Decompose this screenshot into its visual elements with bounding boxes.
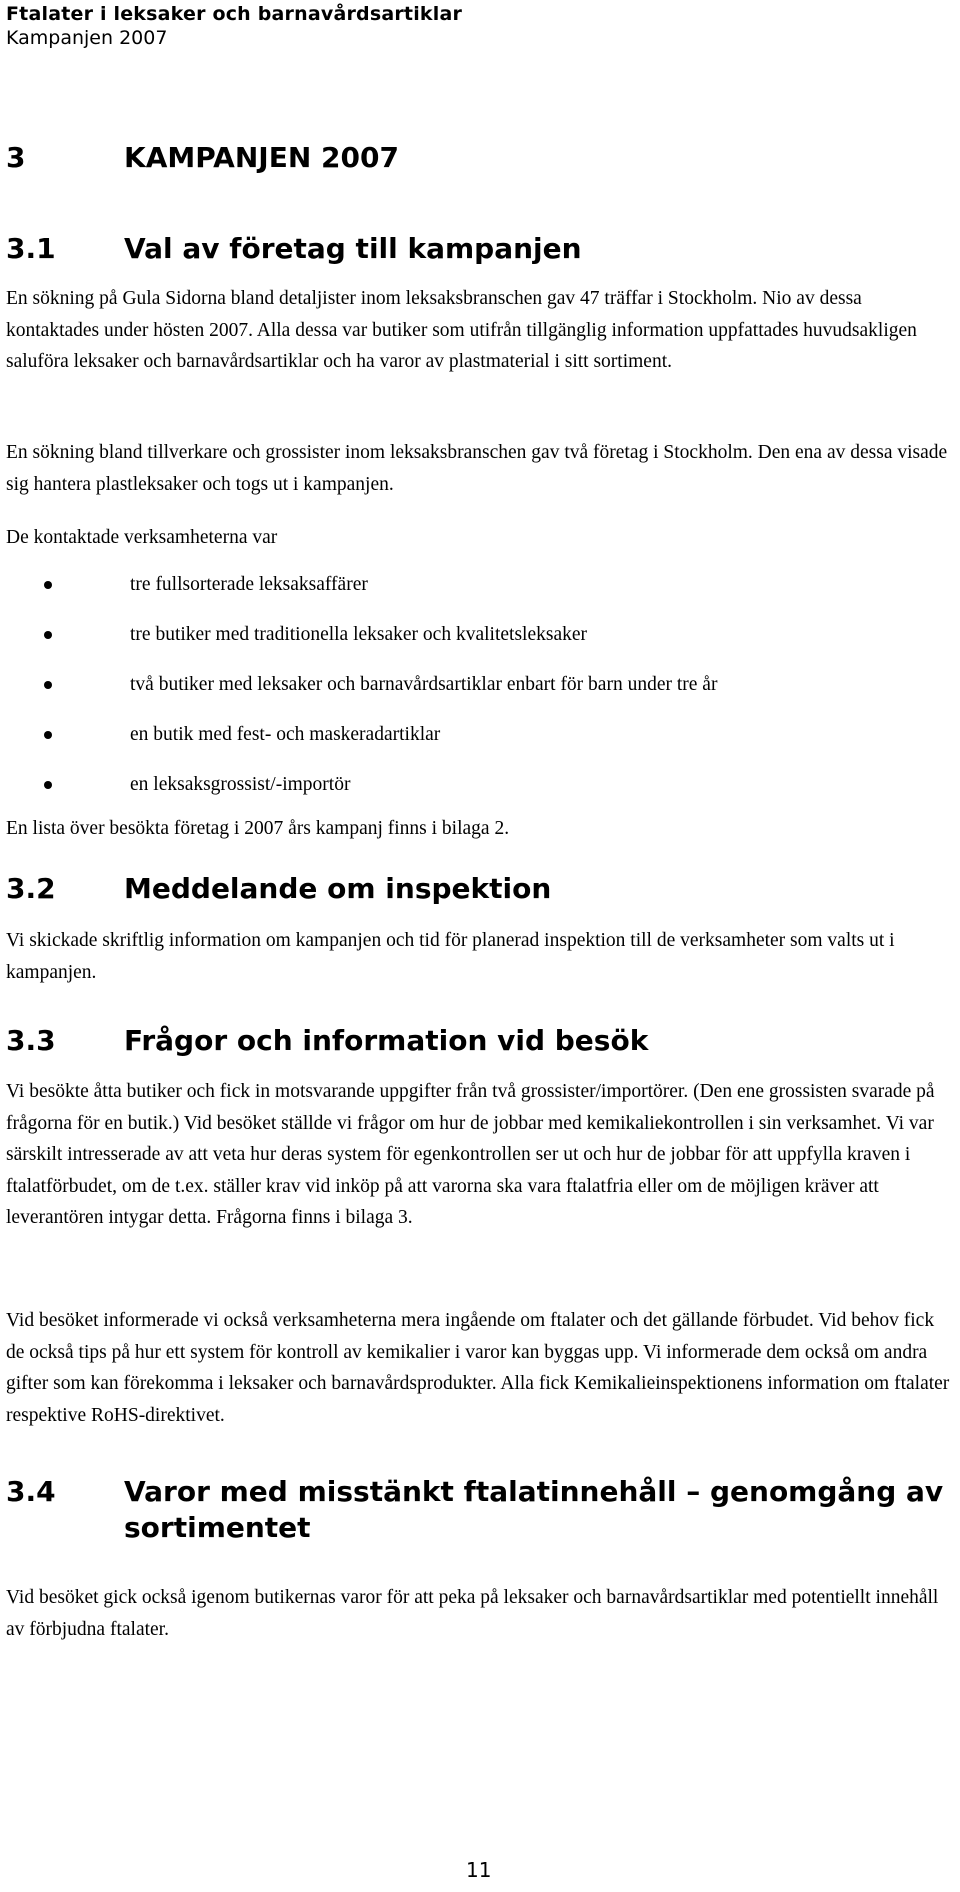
section-heading [6,1474,946,1546]
section-title: Val av företag till kampanjen [124,232,582,265]
list-item-text: en butik med fest- och maskeradartiklar [130,724,441,745]
paragraph: Vi besökte åtta butiker och fick in motsvarande uppgifter från två grossister/importörer. (Den ene grossisten svarade på frågorna för en butik.) Vid besöket ställde vi frågor om hur de jobbar med kemikaliekontrollen i sin verksamhet. Vi var särskilt intresserade av att veta hur deras system för egenkontrollen ser ut och hur de jobbar för att uppfylla kraven i ftalatförbudet, om de t.ex. ställer krav vid inköp på att varorna ska vara ftalatfria eller om de möjligen kräver att leverantören intygar detta. Frågorna finns i bilaga 3. [6,1081,935,1228]
bullet-dot-icon [44,781,52,789]
chapter-number: 3 [6,141,26,174]
header-subtitle: Kampanjen 2007 [6,27,168,49]
header-title: Ftalater i leksaker och barnavårdsartiklar [6,3,463,25]
section-number: 3.2 [6,872,56,905]
list-item-text: två butiker med leksaker och barnavårdsartiklar enbart för barn under tre år [130,674,718,695]
running-header [6,2,462,50]
bullet-list [6,569,951,819]
list-item-text: tre butiker med traditionella leksaker och kvalitetsleksaker [130,624,587,645]
list-item [6,719,951,769]
paragraph: Vi skickade skriftlig information om kampanjen och tid för planerad inspektion till de verksamheter som valts ut i kampanjen. [6,930,895,983]
section-number: 3.1 [6,232,56,265]
section-heading [6,1023,946,1059]
section-heading [6,231,946,267]
paragraph: Vid besöket gick också igenom butikernas varor för att peka på leksaker och barnavårdsartiklar med potentiellt innehåll av förbjudna ftalater. [6,1587,939,1640]
paragraph: En sökning på Gula Sidorna bland detaljister inom leksaksbranschen gav 47 träffar i Stockholm. Nio av dessa kontaktades under hösten 2007. Alla dessa var butiker som utifrån tillgänglig information uppfattades huvudsakligen saluföra leksaker och barnavårdsartiklar och ha varor av plastmaterial i sitt sortiment. [6,288,917,372]
list-item [6,769,951,819]
section-heading [6,871,946,907]
bullet-dot-icon [44,731,52,739]
list-item [6,619,951,669]
list-item [6,669,951,719]
section-number: 3.3 [6,1024,56,1057]
section-title: Meddelande om inspektion [124,872,552,905]
section-title: Frågor och information vid besök [124,1024,649,1057]
paragraph: En sökning bland tillverkare och grossister inom leksaksbranschen gav två företag i Stockholm. Den ena av dessa visade sig hantera plastleksaker och togs ut i kampanjen. [6,442,948,495]
section-number: 3.4 [6,1475,56,1508]
chapter-title: KAMPANJEN 2007 [124,141,399,174]
list-item-text: tre fullsorterade leksaksaffärer [130,574,368,595]
list-item [6,569,951,619]
paragraph: Vid besöket informerade vi också verksamheterna mera ingående om ftalater och det gällande förbudet. Vid behov fick de också tips på hur ett system för kontroll av kemikalier i varor kan byggas upp. Vi informerade dem också om andra gifter som kan förekomma i leksaker och barnavårdsprodukter. Alla fick Kemikalieinspektionens information om ftalater respektive RoHS-direktivet. [6,1310,950,1426]
bullet-dot-icon [44,581,52,589]
chapter-heading [6,140,399,176]
paragraph: En lista över besökta företag i 2007 års kampanj finns i bilaga 2. [6,818,510,839]
section-title: Varor med misstänkt ftalatinnehåll – genomgång av sortimentet [124,1475,944,1544]
page-number: 11 [466,1858,492,1882]
bullet-dot-icon [44,681,52,689]
paragraph: De kontaktade verksamheterna var [6,527,278,548]
bullet-dot-icon [44,631,52,639]
list-item-text: en leksaksgrossist/-importör [130,774,351,795]
